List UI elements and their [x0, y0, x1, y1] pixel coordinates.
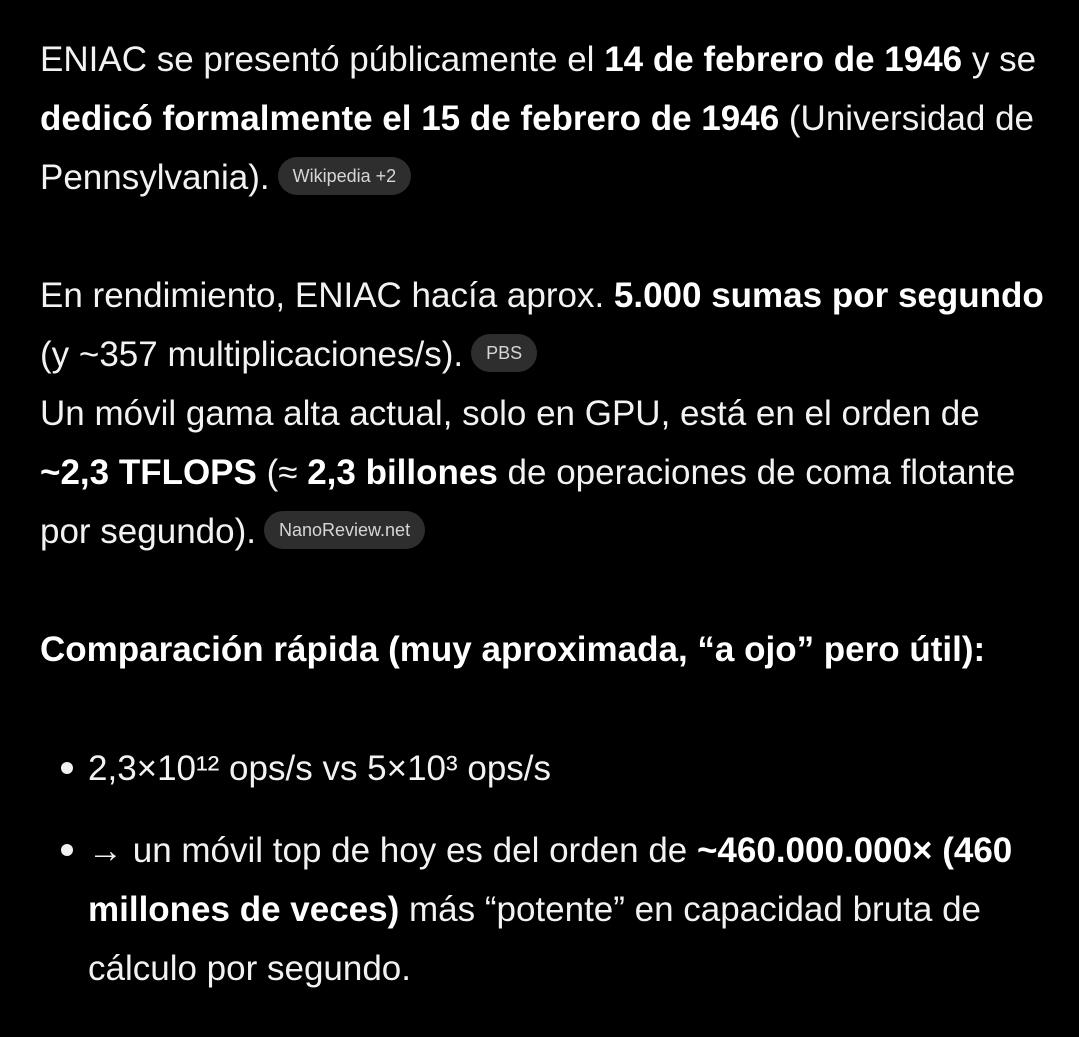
- answer-content: [40, 30, 1050, 1021]
- bold-date-dedicated: dedicó formalmente el 15 de febrero de 1946: [40, 99, 780, 138]
- bold-tflops: ~2,3 TFLOPS: [40, 453, 257, 492]
- paragraph-mobile-performance: Un móvil gama alta actual, solo en GPU, está en el orden de ~2,3 TFLOPS (≈ 2,3 billones de operaciones de coma flotante por segundo). NanoReview.net: [40, 394, 1016, 551]
- comparison-list: [40, 739, 1050, 998]
- list-item: → un móvil top de hoy es del orden de ~460.000.000× (460 millones de veces) más “potente” en capacidad bruta de cálculo por segundo.: [40, 821, 1050, 998]
- bullet-dot-icon: [61, 762, 73, 774]
- bold-sums-per-second: 5.000 sumas por segundo: [613, 276, 1044, 315]
- source-chip-nanoreview[interactable]: NanoReview.net: [264, 511, 425, 549]
- bold-billones: 2,3 billones: [307, 453, 498, 492]
- comparison-heading: Comparación rápida (muy aproximada, “a ojo” pero útil):: [40, 630, 986, 669]
- list-item: 2,3×10¹² ops/s vs 5×10³ ops/s: [40, 739, 1050, 798]
- bold-date-presented: 14 de febrero de 1946: [604, 40, 963, 79]
- source-chip-pbs[interactable]: PBS: [471, 334, 537, 372]
- source-chip-wikipedia[interactable]: Wikipedia +2: [278, 157, 412, 195]
- paragraph-eniac-performance: En rendimiento, ENIAC hacía aprox. 5.000 sumas por segundo (y ~357 multiplicaciones/s). PBS: [40, 276, 1044, 374]
- bullet-dot-icon: [61, 844, 73, 856]
- bold-times-factor: ~460.000.000× (460 millones de veces): [88, 831, 1013, 929]
- paragraph-eniac-date: ENIAC se presentó públicamente el 14 de febrero de 1946 y se dedicó formalmente el 15 de febrero de 1946 (Universidad de Pennsylvania). Wikipedia +2: [40, 40, 1037, 197]
